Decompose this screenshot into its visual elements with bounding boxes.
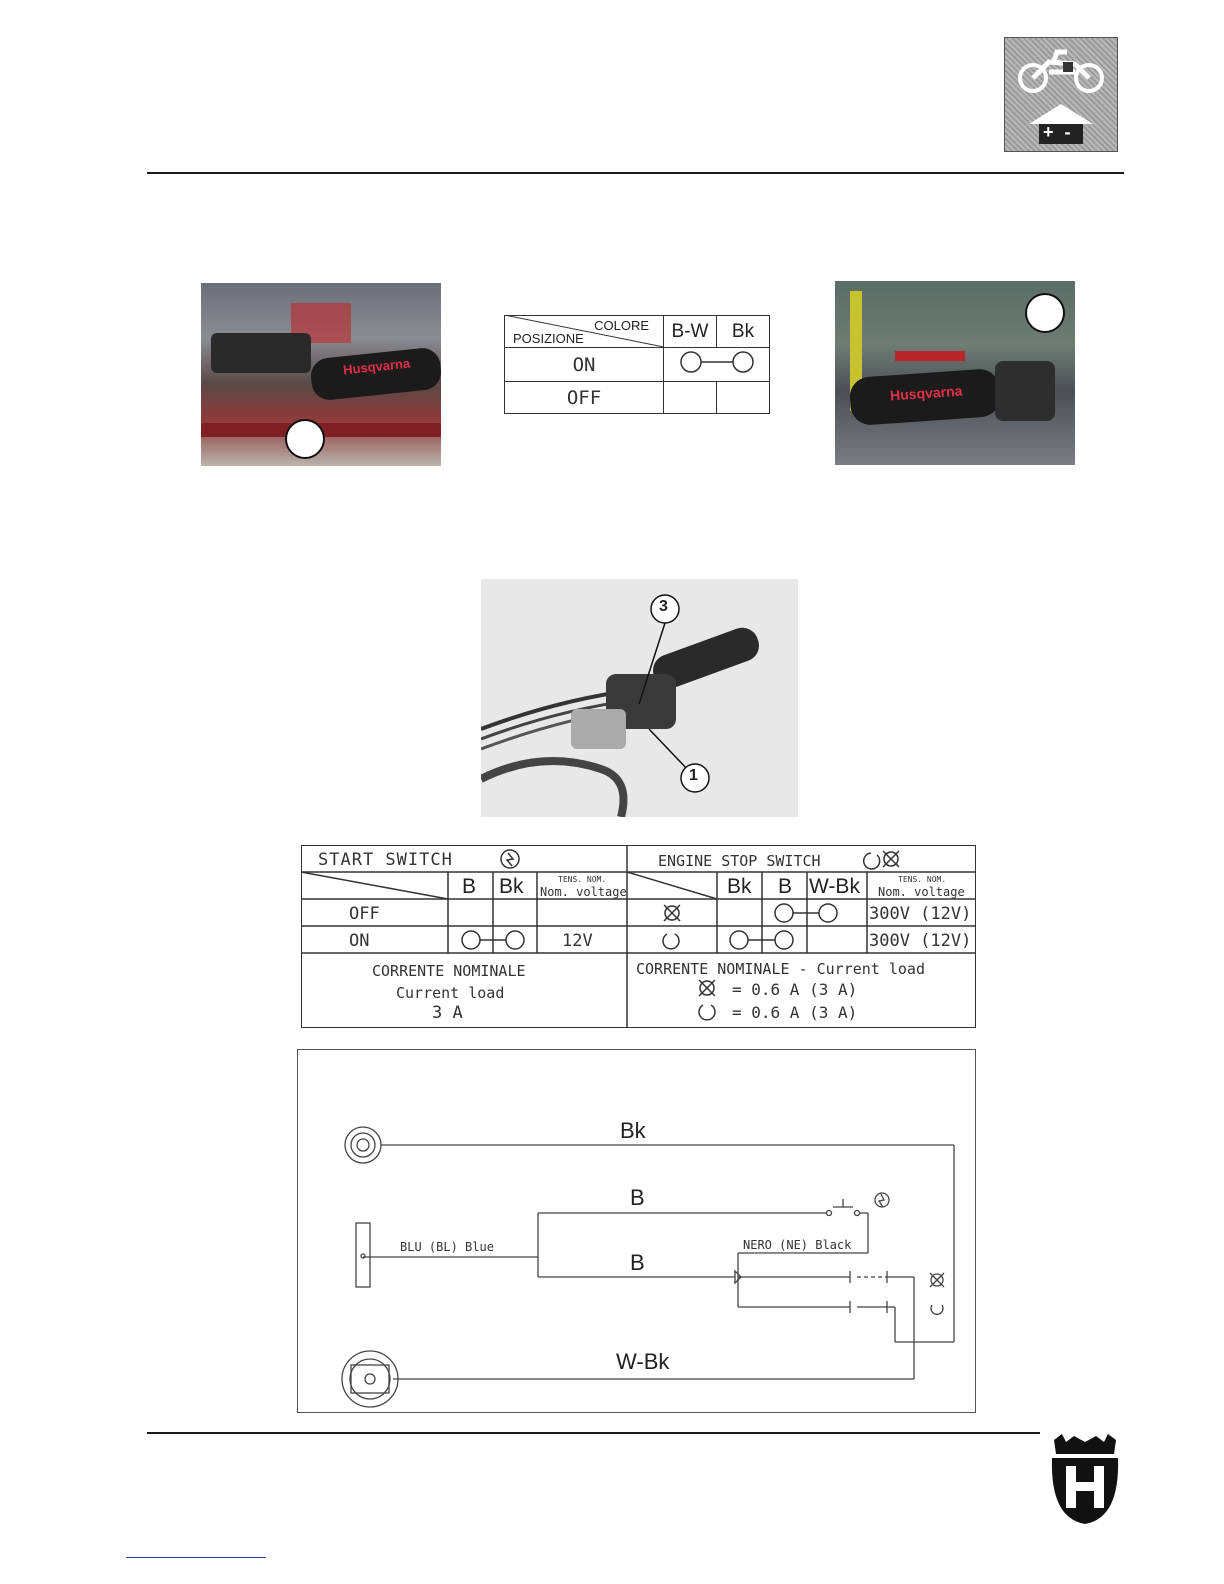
stop-row2-voltage: 300V (12V) <box>869 931 972 951</box>
wire-wbk-label: W-Bk <box>616 1349 670 1374</box>
on-connection-symbol <box>665 348 769 376</box>
stop-row1-voltage: 300V (12V) <box>869 904 972 924</box>
start-current-en: Current load <box>396 984 505 1002</box>
start-tens-label: TENS. NOM. <box>558 875 607 884</box>
grip-brand: Husqvarna <box>342 355 411 378</box>
blue-wire-label: BLU (BL) Blue <box>400 1240 494 1254</box>
black-wire-label: NERO (NE) Black <box>743 1238 852 1252</box>
footer-rule <box>147 1432 1040 1434</box>
start-row-off: OFF <box>349 904 380 924</box>
stop-col-b: B <box>778 875 793 898</box>
photo-grip-switches <box>481 579 798 817</box>
start-on-voltage: 12V <box>562 931 593 951</box>
wiring-diagram <box>297 1049 976 1413</box>
col-bk: Bk <box>717 316 770 348</box>
stop-col-bk: Bk <box>727 875 752 898</box>
colore-header: COLORE <box>594 318 650 333</box>
callout-3: 3 <box>659 598 668 615</box>
photo-left-handlebar <box>201 283 441 466</box>
wire-bk-label: Bk <box>620 1118 646 1143</box>
stop-current-line2: = 0.6 A (3 A) <box>732 1003 858 1022</box>
position-color-table <box>504 315 770 414</box>
start-col-bk: Bk <box>499 875 524 898</box>
row-off: OFF <box>505 382 664 414</box>
stop-nom-voltage: Nom. voltage <box>878 885 965 899</box>
row-on: ON <box>505 348 664 382</box>
start-current-val: 3 A <box>432 1003 463 1023</box>
plus-minus-label: + - <box>1043 122 1074 142</box>
switch-spec-table <box>301 845 976 1028</box>
blue-connector-icon <box>356 1223 370 1287</box>
start-current-it: CORRENTE NOMINALE <box>372 962 526 980</box>
wire-b2-label: B <box>630 1250 645 1275</box>
header-rule <box>147 172 1124 174</box>
engine-stop-title: ENGINE STOP SWITCH <box>658 852 821 870</box>
grip-brand: Husqvarna <box>889 382 963 404</box>
start-row-on: ON <box>349 931 370 951</box>
col-bw: B-W <box>664 316 717 348</box>
photo-right-handlebar <box>835 281 1075 465</box>
stop-tens-label: TENS. NOM. <box>898 875 947 884</box>
section-icon-box <box>1004 37 1118 152</box>
callout-left <box>285 419 325 459</box>
husqvarna-h-logo <box>1046 1432 1124 1526</box>
run-symbol-icon <box>931 1305 943 1314</box>
stop-col-wbk: W-Bk <box>809 875 860 898</box>
wire-b1-label: B <box>630 1185 645 1210</box>
callout-right <box>1025 293 1065 333</box>
stop-current-label: CORRENTE NOMINALE - Current load <box>636 960 925 978</box>
callout-1: 1 <box>689 767 698 784</box>
stop-current-line1: = 0.6 A (3 A) <box>732 980 858 999</box>
start-col-b: B <box>462 875 477 898</box>
footer-link-underline <box>126 1557 266 1558</box>
start-nom-voltage: Nom. voltage <box>540 885 627 899</box>
posizione-header: POSIZIONE <box>513 331 584 346</box>
start-switch-title: START SWITCH <box>318 850 453 870</box>
